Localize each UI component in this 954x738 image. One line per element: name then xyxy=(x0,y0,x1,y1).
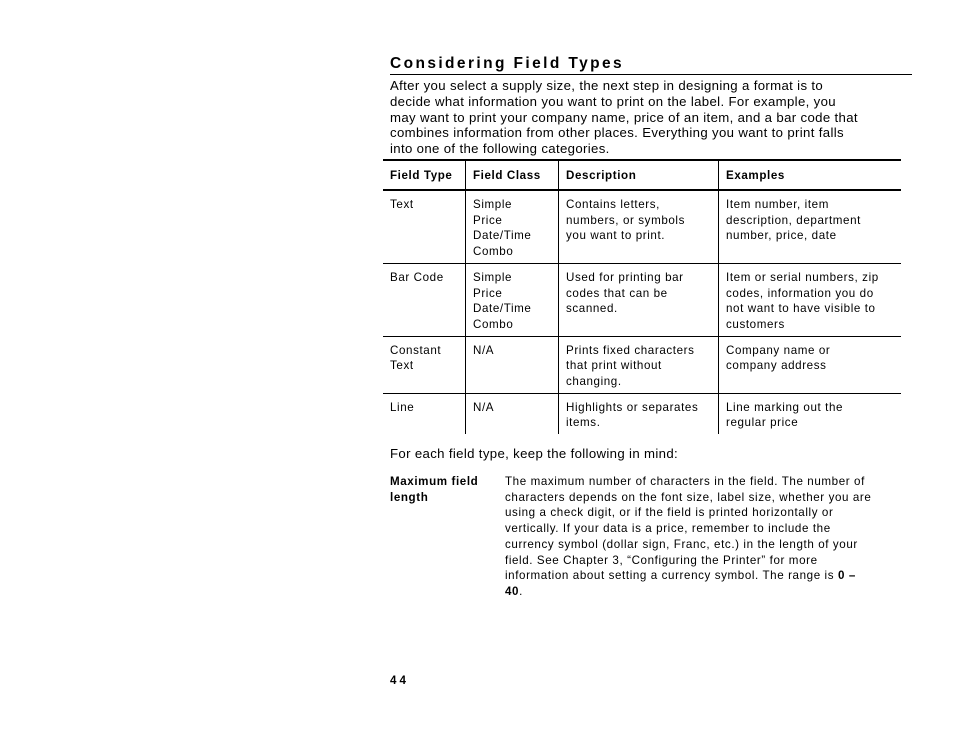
cell-line: Simple xyxy=(473,270,513,284)
intro-line: combines information from other places. Everything you want to print falls xyxy=(390,125,844,141)
header-description: Description xyxy=(559,160,719,190)
cell-examples xyxy=(719,336,902,393)
cell-line: Simple xyxy=(473,198,513,211)
cell-field-class xyxy=(466,263,559,336)
definition-line: The maximum number of characters in the field. The number of xyxy=(505,475,865,488)
intro-line: decide what information you want to print on the label. For example, you xyxy=(390,93,836,109)
cell-description xyxy=(559,263,719,336)
definition-term-line: Maximum field xyxy=(390,475,479,488)
cell-line: changing. xyxy=(566,375,622,389)
cell-line: Used for printing bar xyxy=(566,270,684,284)
cell-line: Item number, item xyxy=(726,198,829,211)
cell-description xyxy=(559,190,719,263)
definition-line: vertically. If your data is a price, remember to include the xyxy=(505,522,831,536)
cell-field-class xyxy=(466,393,559,434)
cell-line: Highlights or separates xyxy=(566,400,699,414)
cell-line: Line marking out the xyxy=(726,400,844,414)
cell-line: Bar Code xyxy=(390,270,444,284)
range-value-end: 40 xyxy=(505,584,520,598)
cell-line: Contains letters, xyxy=(566,198,660,211)
header-field-class: Field Class xyxy=(466,160,559,190)
cell-field-type xyxy=(383,393,466,434)
cell-line: Constant xyxy=(390,343,442,357)
cell-line: not want to have visible to xyxy=(726,302,876,316)
cell-field-type xyxy=(383,263,466,336)
definition-body xyxy=(505,474,907,600)
header-examples: Examples xyxy=(719,160,902,190)
cell-line: Text xyxy=(390,198,414,211)
range-suffix: . xyxy=(519,584,523,598)
intro-line: may want to print your company name, price of an item, and a bar code that xyxy=(390,109,858,125)
intro-line: into one of the following categories. xyxy=(390,141,610,157)
definition-line: characters depends on the font size, label size, whether you are xyxy=(505,490,872,504)
definition-term xyxy=(390,474,500,506)
cell-line: Price xyxy=(473,286,503,300)
cell-line: regular price xyxy=(726,416,799,430)
definition-line: currency symbol (dollar sign, Franc, etc.) in the length of your xyxy=(505,537,858,551)
intro-paragraph xyxy=(390,78,912,157)
cell-examples xyxy=(719,393,902,434)
cell-line: company address xyxy=(726,359,827,373)
range-value-start: 0 – xyxy=(837,569,856,583)
table-header-row xyxy=(383,160,901,190)
cell-line: customers xyxy=(726,317,785,331)
cell-line: Date/Time xyxy=(473,229,532,243)
header-field-type: Field Type xyxy=(383,160,466,190)
cell-line: Combo xyxy=(473,245,514,259)
cell-line: description, department xyxy=(726,213,861,227)
page-number: 44 xyxy=(390,674,409,687)
cell-field-class xyxy=(466,190,559,263)
cell-field-class xyxy=(466,336,559,393)
cell-line: Price xyxy=(473,213,503,227)
cell-line: numbers, or symbols xyxy=(566,213,685,227)
cell-line: Line xyxy=(390,400,415,414)
cell-examples xyxy=(719,263,902,336)
cell-line: items. xyxy=(566,416,601,430)
cell-line: that print without xyxy=(566,359,662,373)
cell-line: codes, information you do xyxy=(726,286,874,300)
title-rule xyxy=(390,74,912,75)
cell-description xyxy=(559,393,719,434)
definition-line: using a check digit, or if the field is printed horizontally or xyxy=(505,506,834,520)
intro-line: After you select a supply size, the next step in designing a format is to xyxy=(390,78,824,93)
cell-line: Company name or xyxy=(726,343,831,357)
definition-line xyxy=(505,584,907,600)
keep-in-mind-text: For each field type, keep the following in mind: xyxy=(390,446,679,461)
definition-line xyxy=(505,568,907,584)
cell-line: scanned. xyxy=(566,302,618,316)
cell-examples xyxy=(719,190,902,263)
cell-line: you want to print. xyxy=(566,229,666,243)
cell-line: N/A xyxy=(473,400,495,414)
cell-description xyxy=(559,336,719,393)
cell-line: Date/Time xyxy=(473,302,532,316)
cell-line: codes that can be xyxy=(566,286,668,300)
definition-line: field. See Chapter 3, “Configuring the Printer” for more xyxy=(505,553,818,567)
cell-field-type xyxy=(383,336,466,393)
table-row xyxy=(383,190,901,263)
cell-line: N/A xyxy=(473,343,495,357)
table-row xyxy=(383,263,901,336)
cell-line: Prints fixed characters xyxy=(566,343,695,357)
definition-term-line: length xyxy=(390,491,429,504)
section-title: Considering Field Types xyxy=(390,55,625,72)
table-row xyxy=(383,393,901,434)
cell-line: number, price, date xyxy=(726,229,837,243)
cell-line: Item or serial numbers, zip xyxy=(726,270,879,284)
cell-field-type xyxy=(383,190,466,263)
definition-line-text: information about setting a currency symbol. The range is xyxy=(505,569,838,583)
field-types-table xyxy=(383,159,901,434)
table-row xyxy=(383,336,901,393)
cell-line: Text xyxy=(390,359,414,373)
cell-line: Combo xyxy=(473,317,514,331)
